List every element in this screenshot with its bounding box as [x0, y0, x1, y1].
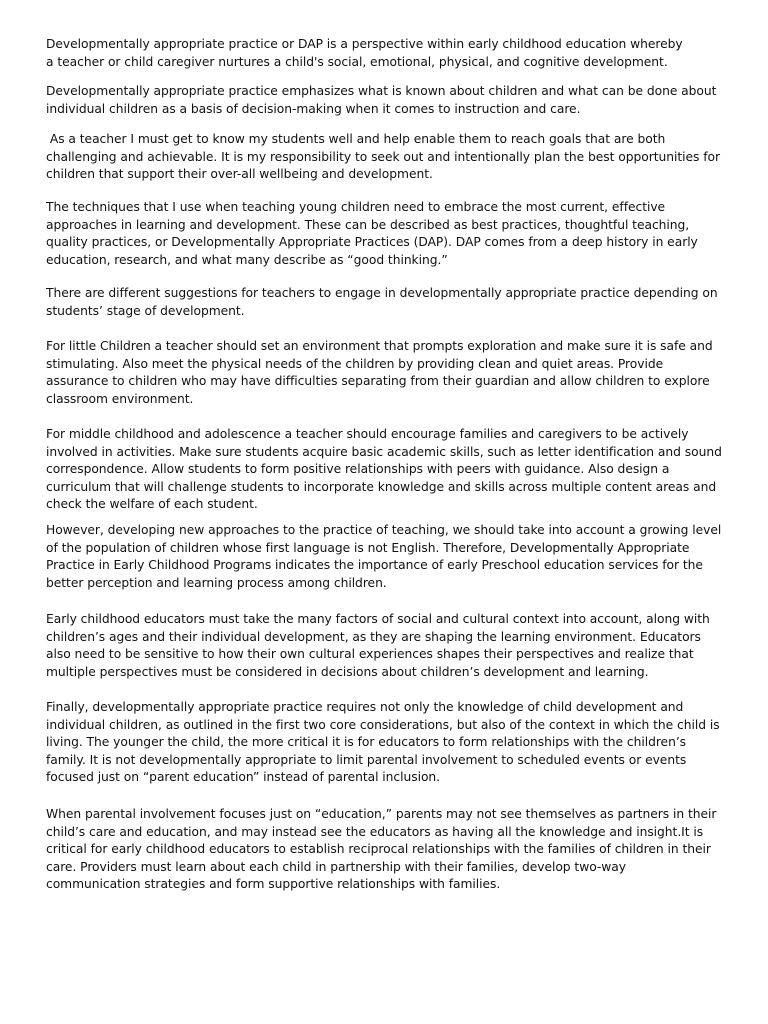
- text-line: also need to be sensitive to how their own cultural experiences shapes their perspectives and realize that: [46, 647, 694, 662]
- text-line: children that support their over-all wellbeing and development.: [46, 167, 433, 182]
- text-line: challenging and achievable. It is my responsibility to seek out and intentionally plan the best opportunities for: [46, 149, 720, 164]
- paragraph-dap-emphasis: [46, 83, 740, 118]
- paragraph-teacher-role: [46, 131, 740, 184]
- text-line: correspondence. Allow students to form positive relationships with peers with guidance. Also design a: [46, 462, 670, 477]
- paragraph-middle-childhood: [46, 426, 740, 514]
- text-line: of the population of children whose first language is not English. Therefore, Developmentally Appropriate: [46, 540, 690, 555]
- paragraph-family-context: [46, 699, 740, 787]
- text-line: multiple perspectives must be considered in decisions about children’s development and learning.: [46, 664, 649, 679]
- text-line: students’ stage of development.: [46, 303, 245, 318]
- text-line: individual children, as outlined in the first two core considerations, but also of the context in which the child is: [46, 717, 720, 732]
- text-line: The techniques that I use when teaching young children need to embrace the most current, effective: [46, 200, 666, 214]
- text-line: involved in activities. Make sure students acquire basic academic skills, such as letter identification and sound: [46, 444, 722, 459]
- text-line: individual children as a basis of decision-making when it comes to instruction and care.: [46, 101, 581, 116]
- text-line: Developmentally appropriate practice emphasizes what is known about children and what can be done about: [46, 84, 717, 98]
- paragraph-techniques: [46, 199, 740, 269]
- text-line: There are different suggestions for teachers to engage in developmentally appropriate practice depending on: [46, 286, 718, 300]
- text-line: a teacher or child caregiver nurtures a child's social, emotional, physical, and cognitive development.: [46, 54, 668, 69]
- text-line: better perception and learning process among children.: [46, 575, 387, 590]
- text-line: family. It is not developmentally appropriate to limit parental involvement to scheduled events or events: [46, 752, 687, 767]
- paragraph-dap-definition: [46, 36, 740, 71]
- text-line: critical for early childhood educators to establish reciprocal relationships with the families of children in their: [46, 842, 711, 857]
- text-line: Practice in Early Childhood Programs indicates the importance of early Preschool education services for the: [46, 558, 703, 573]
- text-line: For little Children a teacher should set an environment that prompts exploration and make sure it is safe and: [46, 339, 713, 353]
- paragraph-suggestions: [46, 285, 740, 320]
- text-line: assurance to children who may have difficulties separating from their guardian and allow children to explore: [46, 374, 710, 389]
- paragraph-language: [46, 522, 740, 592]
- text-line: Developmentally appropriate practice or DAP is a perspective within early childhood education whereby: [46, 37, 683, 51]
- text-line: When parental involvement focuses just on “education,” parents may not see themselves as partners in their: [46, 807, 717, 821]
- text-line: As a teacher I must get to know my students well and help enable them to reach goals that are both: [46, 132, 666, 146]
- text-line: For middle childhood and adolescence a teacher should encourage families and caregivers to be actively: [46, 427, 689, 441]
- text-line: child’s care and education, and may instead see the educators as having all the knowledge and insight.It is: [46, 824, 704, 839]
- text-line: curriculum that will challenge students to incorporate knowledge and skills across multiple content areas and: [46, 479, 717, 494]
- text-line: classroom environment.: [46, 391, 194, 406]
- text-line: Early childhood educators must take the many factors of social and cultural context into account, along with: [46, 612, 710, 626]
- text-line: approaches in learning and development. These can be described as best practices, thoughtful teaching,: [46, 217, 690, 232]
- text-line: living. The younger the child, the more critical it is for educators to form relationships with the children’s: [46, 735, 687, 750]
- text-line: Finally, developmentally appropriate practice requires not only the knowledge of child development and: [46, 700, 684, 714]
- text-line: education, research, and what many describe as “good thinking.”: [46, 252, 448, 267]
- text-line: children’s ages and their individual development, as they are shaping the learning environment. Educators: [46, 629, 701, 644]
- text-line: care. Providers must learn about each child in partnership with their families, develop two-way: [46, 859, 627, 874]
- text-line: communication strategies and form supportive relationships with families.: [46, 877, 501, 892]
- paragraph-little-children: [46, 338, 740, 408]
- paragraph-parental-involvement: [46, 806, 740, 894]
- text-line: focused just on “parent education” instead of parental inclusion.: [46, 770, 441, 785]
- text-line: quality practices, or Developmentally Appropriate Practices (DAP). DAP comes from a deep history in early: [46, 235, 698, 250]
- text-line: stimulating. Also meet the physical needs of the children by providing clean and quiet areas. Provide: [46, 356, 664, 371]
- text-line: However, developing new approaches to the practice of teaching, we should take into account a growing level: [46, 523, 722, 537]
- paragraph-cultural-context: [46, 611, 740, 681]
- text-line: check the welfare of each student.: [46, 497, 258, 512]
